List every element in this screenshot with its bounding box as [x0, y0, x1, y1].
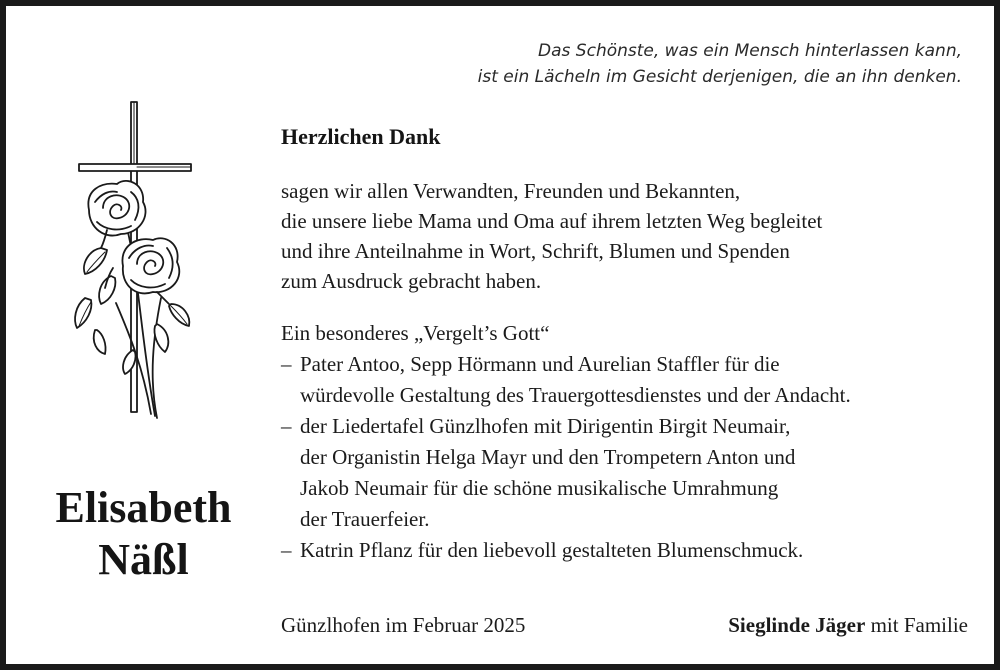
- list-item: [281, 535, 851, 566]
- list-dash: –: [281, 414, 292, 438]
- list-item: [281, 349, 851, 380]
- thanks-lead: Ein besonderes „Vergelt’s Gott“: [281, 321, 550, 345]
- text-line: Pater Antoo, Sepp Hörmann und Aurelian Staffler für die: [300, 352, 780, 376]
- place-date: Günzlhofen im Februar 2025: [281, 613, 526, 637]
- signature: [728, 610, 968, 640]
- list-dash: –: [281, 352, 292, 376]
- text-line: der Organistin Helga Mayr und den Trompetern Anton und: [300, 445, 796, 469]
- list-item: [281, 411, 851, 442]
- first-name: Elisabeth: [55, 483, 232, 532]
- text-line: zum Ausdruck gebracht haben.: [281, 269, 542, 293]
- quote-line: ist ein Lächeln im Gesicht derjenigen, die an ihn denken.: [477, 67, 962, 87]
- cross-with-roses-icon: [61, 98, 211, 428]
- text-line: Jakob Neumair für die schöne musikalische Umrahmung: [300, 476, 779, 500]
- heading: Herzlichen Dank: [281, 124, 441, 149]
- text-line: Katrin Pflanz für den liebevoll gestalteten Blumenschmuck.: [300, 538, 804, 562]
- signer-suffix: mit Familie: [870, 613, 968, 637]
- deceased-name: [26, 482, 261, 586]
- text-line: der Liedertafel Günzlhofen mit Dirigentin Birgit Neumair,: [300, 414, 791, 438]
- text-line: die unsere liebe Mama und Oma auf ihrem letzten Weg begleitet: [281, 209, 823, 233]
- text-line: und ihre Anteilnahme in Wort, Schrift, Blumen und Spenden: [281, 239, 790, 263]
- thanks-list: [281, 318, 851, 566]
- intro-paragraph: [281, 176, 822, 296]
- list-dash: –: [281, 538, 292, 562]
- last-name: Näßl: [98, 535, 189, 584]
- epigraph-quote: [478, 38, 962, 90]
- text-line: würdevolle Gestaltung des Trauergottesdienstes und der Andacht.: [300, 383, 851, 407]
- quote-line: Das Schönste, was ein Mensch hinterlassen kann,: [538, 41, 962, 61]
- signer-name: Sieglinde Jäger: [728, 613, 866, 637]
- text-line: der Trauerfeier.: [300, 507, 430, 531]
- text-line: sagen wir allen Verwandten, Freunden und Bekannten,: [281, 179, 741, 203]
